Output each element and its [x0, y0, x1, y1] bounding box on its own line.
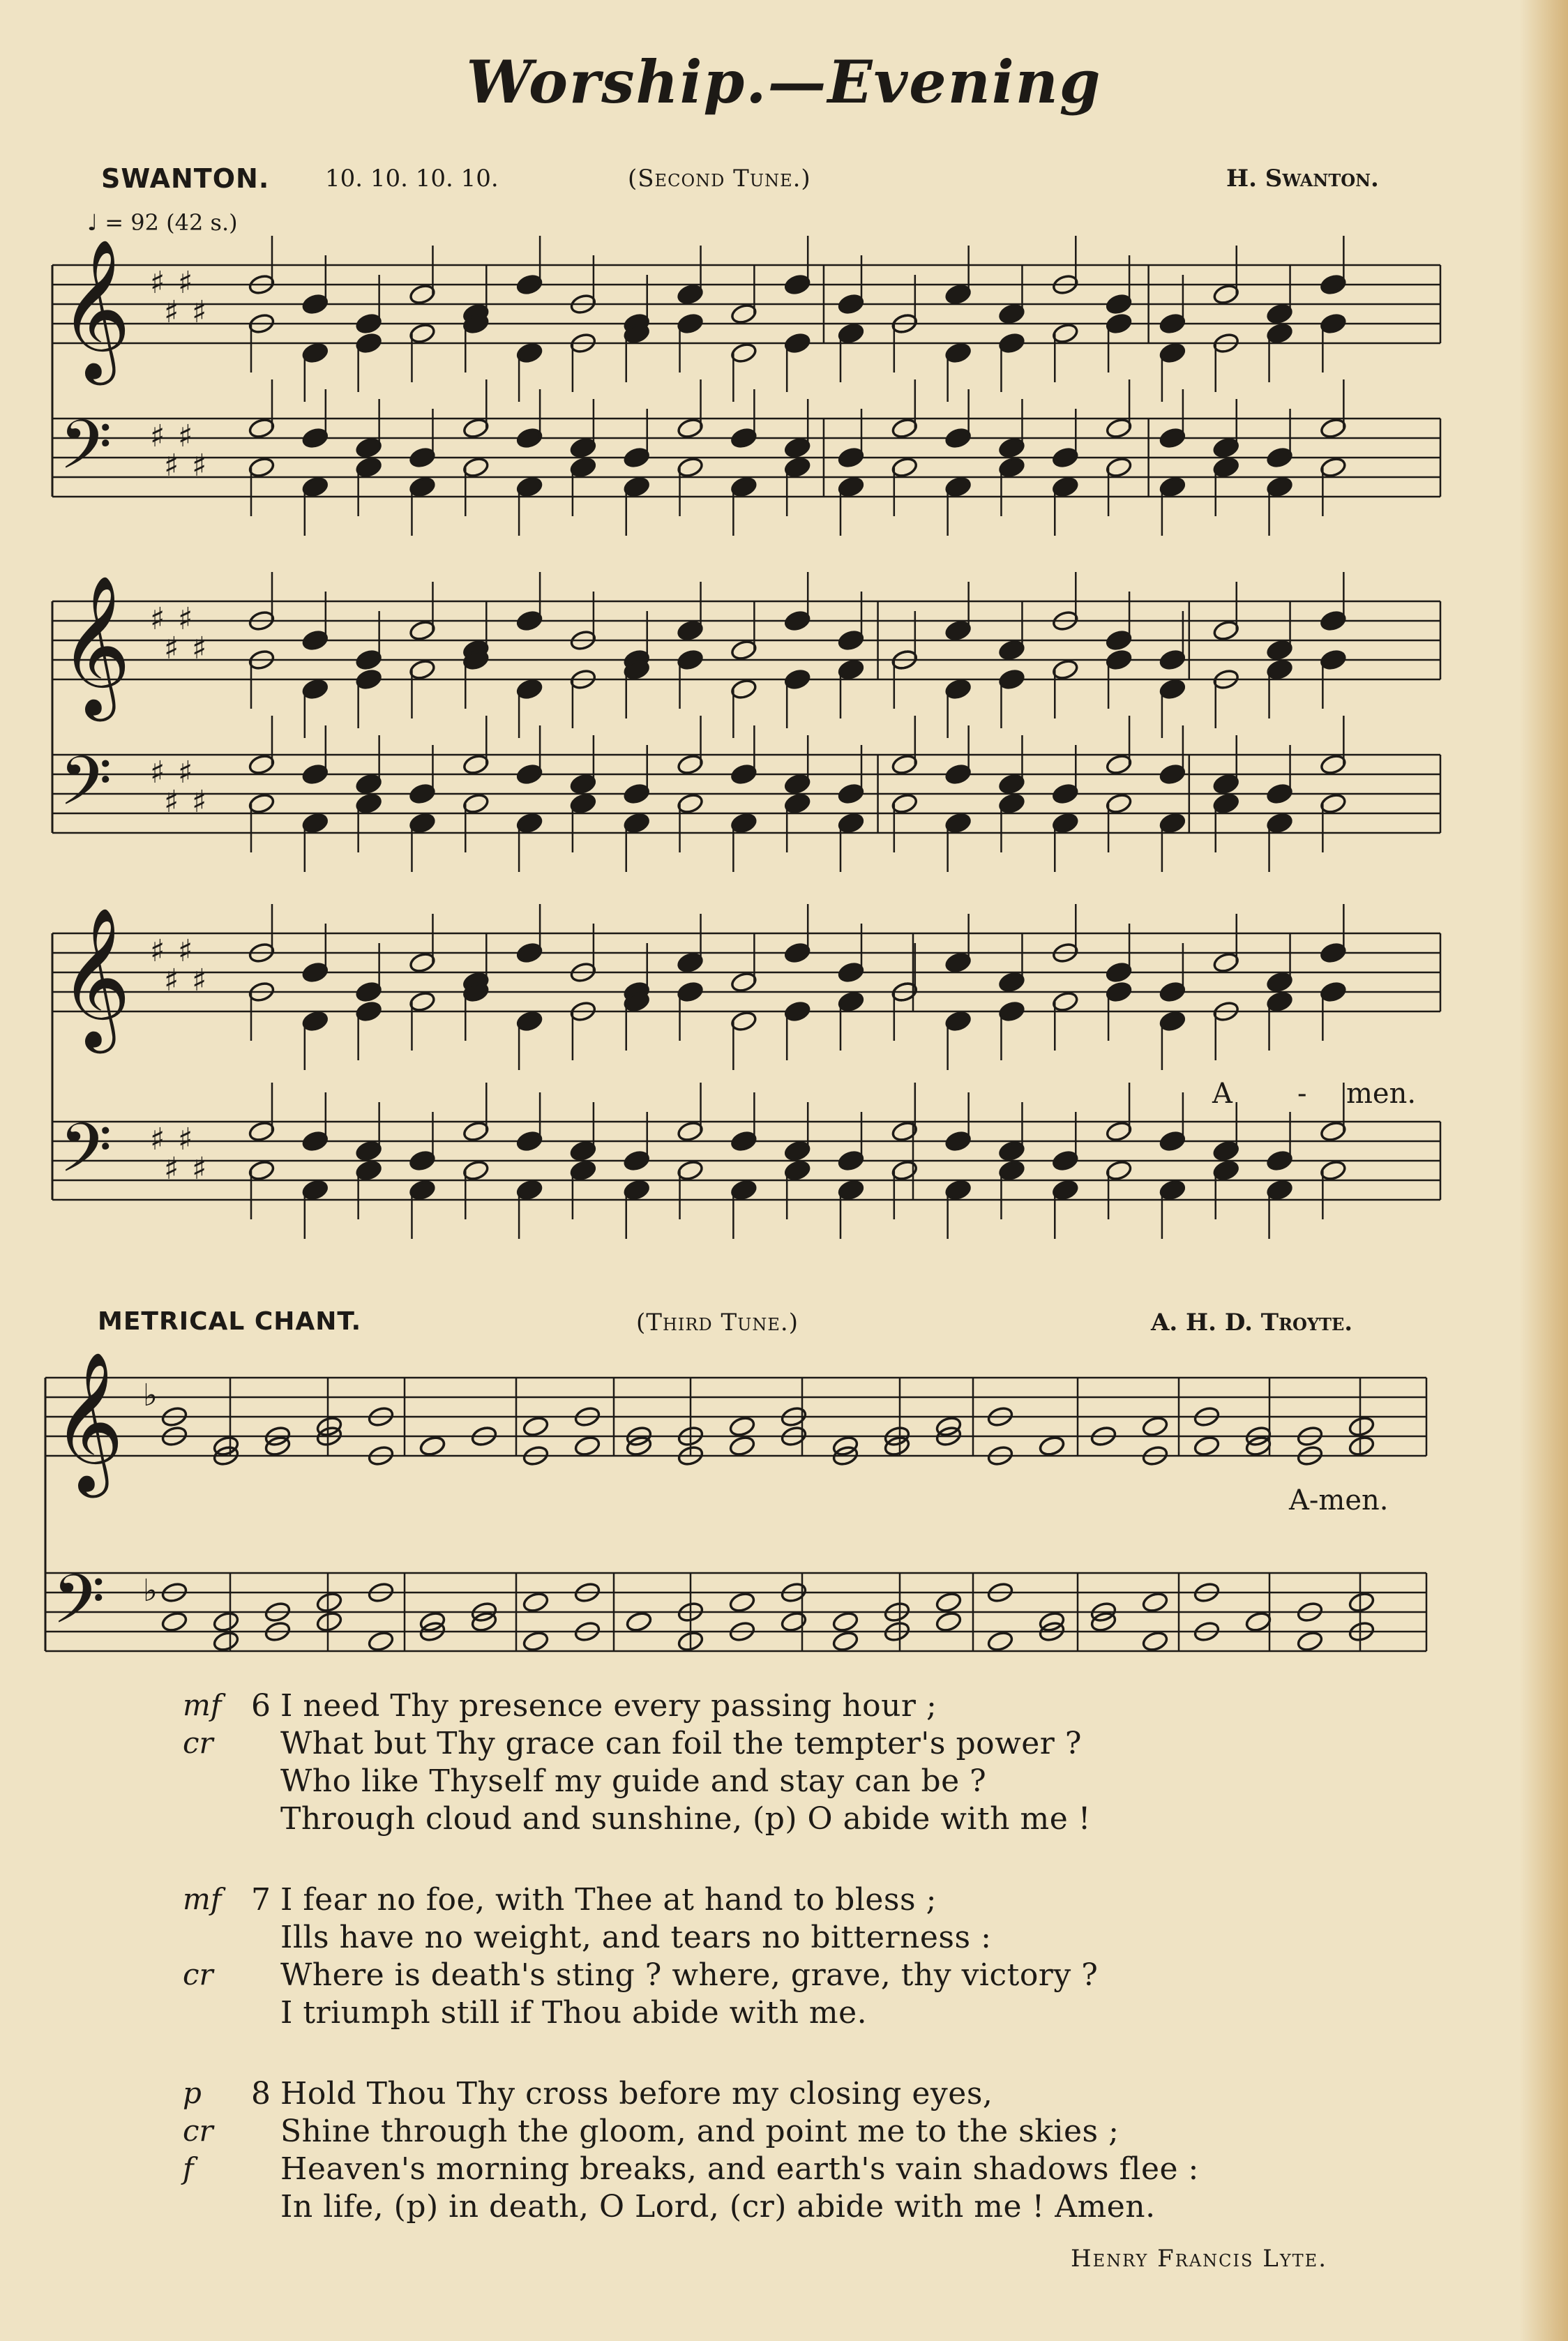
verse-text: Heaven's morning breaks, and earth's vain shadows flee : — [280, 2151, 1199, 2187]
verse-text: I fear no foe, with Thee at hand to bless ; — [280, 1882, 937, 1918]
verse-text: I triumph still if Thou abide with me. — [280, 1995, 868, 2031]
treble-clef-icon: 𝄞 — [59, 574, 131, 715]
verse-line — [0, 1995, 1568, 2033]
chant-alto-note — [1193, 1435, 1220, 1457]
tune1-label: (Second Tune.) — [628, 165, 811, 193]
key-signature-icon: ♭ — [143, 1573, 158, 1609]
dynamic-mark: cr — [183, 2114, 213, 2148]
chant-alto-note — [419, 1435, 446, 1457]
verse-text: Ills have no weight, and tears no bitterness : — [280, 1920, 992, 1955]
chant-tenor-note — [315, 1591, 342, 1613]
tune2-name: METRICAL CHANT. — [98, 1307, 362, 1336]
chant-alto-note — [728, 1435, 755, 1457]
key-signature-icon: ♯ — [178, 601, 193, 637]
verse-text: Through cloud and sunshine, (p) O abide with me ! — [280, 1801, 1091, 1837]
verse-text: Who like Thyself my guide and stay can be ? — [280, 1763, 987, 1799]
chant-tenor-note — [1348, 1591, 1375, 1613]
key-signature-icon: ♭ — [143, 1378, 158, 1413]
bass-clef-icon: 𝄢 — [59, 1108, 112, 1204]
verse-line — [0, 1882, 1568, 1920]
chant-alto-note — [1038, 1435, 1065, 1457]
treble-clef-icon: 𝄞 — [59, 238, 131, 379]
key-signature-icon: ♯ — [150, 419, 165, 454]
chant-bass-note — [780, 1611, 807, 1633]
verse-text: Shine through the gloom, and point me to the skies ; — [280, 2114, 1120, 2149]
dynamic-mark: mf — [183, 1882, 222, 1916]
verse-text: In life, (p) in death, O Lord, (cr) abide with me ! Amen. — [280, 2189, 1156, 2225]
verse-8 — [0, 2076, 1568, 2227]
chant-melody-note — [1348, 1415, 1375, 1438]
treble-clef-icon: 𝄞 — [59, 906, 131, 1047]
bass-clef-icon: 𝄢 — [59, 405, 112, 501]
key-signature-icon: ♯ — [164, 294, 179, 330]
dynamic-mark: cr — [183, 1957, 213, 1992]
tune1-amen-b: men. — [1346, 1078, 1417, 1110]
tune2-label: (Third Tune.) — [636, 1309, 799, 1337]
key-signature-icon: ♯ — [178, 419, 193, 454]
verse-text: Where is death's sting ? where, grave, thy victory ? — [280, 1957, 1099, 1993]
key-signature-icon: ♯ — [192, 294, 207, 330]
verse-line — [0, 1957, 1568, 1995]
chant-tenor-note — [1141, 1591, 1168, 1613]
key-signature-icon: ♯ — [178, 755, 193, 790]
tune2-amen: A-men. — [1289, 1484, 1389, 1516]
chant-bass-note — [935, 1611, 962, 1633]
key-signature-icon: ♯ — [192, 1151, 207, 1187]
key-signature-icon: ♯ — [150, 755, 165, 790]
chant-alto-note — [1348, 1435, 1375, 1457]
verse-line — [0, 1726, 1568, 1763]
key-signature-icon: ♯ — [192, 963, 207, 998]
verse-line — [0, 1801, 1568, 1839]
key-signature-icon: ♯ — [192, 631, 207, 666]
bass-clef-icon: 𝄢 — [52, 1560, 105, 1655]
chant-tenor-note — [212, 1611, 239, 1633]
chant-bass-note — [986, 1630, 1013, 1653]
chant-tenor-note — [522, 1591, 549, 1613]
dynamic-mark: mf — [183, 1688, 222, 1722]
chant-tenor-note — [935, 1591, 962, 1613]
chant-melody-note — [1141, 1415, 1168, 1438]
chant-bass-note — [1244, 1611, 1272, 1633]
tune1-composer: H. Swanton. — [1226, 165, 1379, 193]
verse-text: I need Thy presence every passing hour ; — [280, 1688, 937, 1724]
verse-number: 7 — [251, 1882, 271, 1918]
verse-line — [0, 1763, 1568, 1801]
key-signature-icon: ♯ — [164, 963, 179, 998]
chant-tenor-note — [831, 1611, 859, 1633]
verse-number: 6 — [251, 1688, 271, 1724]
chant-bass-note — [1296, 1630, 1323, 1653]
verse-text: Hold Thou Thy cross before my closing eyes, — [280, 2076, 993, 2112]
tune1-amen-a: A — [1212, 1078, 1232, 1110]
key-signature-icon: ♯ — [150, 1122, 165, 1157]
verse-line — [0, 1920, 1568, 1957]
verse-line — [0, 2114, 1568, 2151]
chant-tenor-note — [728, 1591, 755, 1613]
treble-clef-icon: 𝄞 — [52, 1350, 124, 1491]
dynamic-mark: p — [183, 2076, 202, 2110]
verse-6 — [0, 1688, 1568, 1839]
chant-bass-note — [160, 1611, 188, 1633]
key-signature-icon: ♯ — [164, 784, 179, 820]
page-title: Worship.—Evening — [466, 47, 1102, 116]
hymn-author: Henry Francis Lyte. — [1071, 2245, 1327, 2273]
verses — [0, 1688, 1568, 2270]
key-signature-icon: ♯ — [178, 265, 193, 301]
verse-text: What but Thy grace can foil the tempter's power ? — [280, 1726, 1082, 1761]
chant-bass-note — [212, 1630, 239, 1653]
tune1-tempo: ♩ = 92 (42 s.) — [87, 209, 238, 236]
chant-melody-note — [522, 1415, 549, 1438]
chant-melody-note — [728, 1415, 755, 1438]
chant-bass-note — [367, 1630, 394, 1653]
chant-bass-note — [625, 1611, 652, 1633]
key-signature-icon: ♯ — [192, 448, 207, 483]
chant-bass-note — [315, 1611, 342, 1633]
bass-clef-icon: 𝄢 — [59, 742, 112, 837]
verse-number: 8 — [251, 2076, 271, 2112]
key-signature-icon: ♯ — [150, 265, 165, 301]
verse-line — [0, 2076, 1568, 2114]
key-signature-icon: ♯ — [178, 1122, 193, 1157]
key-signature-icon: ♯ — [150, 601, 165, 637]
key-signature-icon: ♯ — [164, 448, 179, 483]
tune1-meter: 10. 10. 10. 10. — [325, 165, 499, 193]
verse-7 — [0, 1882, 1568, 2033]
chant-alto-note — [573, 1435, 601, 1457]
dynamic-mark: cr — [183, 1726, 213, 1760]
tune2-composer: A. H. D. Troyte. — [1151, 1309, 1353, 1337]
verse-line — [0, 2151, 1568, 2189]
chant-bass-note — [522, 1630, 549, 1653]
key-signature-icon: ♯ — [150, 933, 165, 969]
dynamic-mark: f — [183, 2151, 194, 2185]
key-signature-icon: ♯ — [192, 784, 207, 820]
tune1-name: SWANTON. — [101, 163, 270, 194]
tune1-amen-dash: - — [1297, 1078, 1307, 1110]
verse-line — [0, 2189, 1568, 2227]
verse-line — [0, 1688, 1568, 1726]
key-signature-icon: ♯ — [164, 631, 179, 666]
key-signature-icon: ♯ — [178, 933, 193, 969]
key-signature-icon: ♯ — [164, 1151, 179, 1187]
chant-bass-note — [1141, 1630, 1168, 1653]
chant-bass-note — [831, 1630, 859, 1653]
